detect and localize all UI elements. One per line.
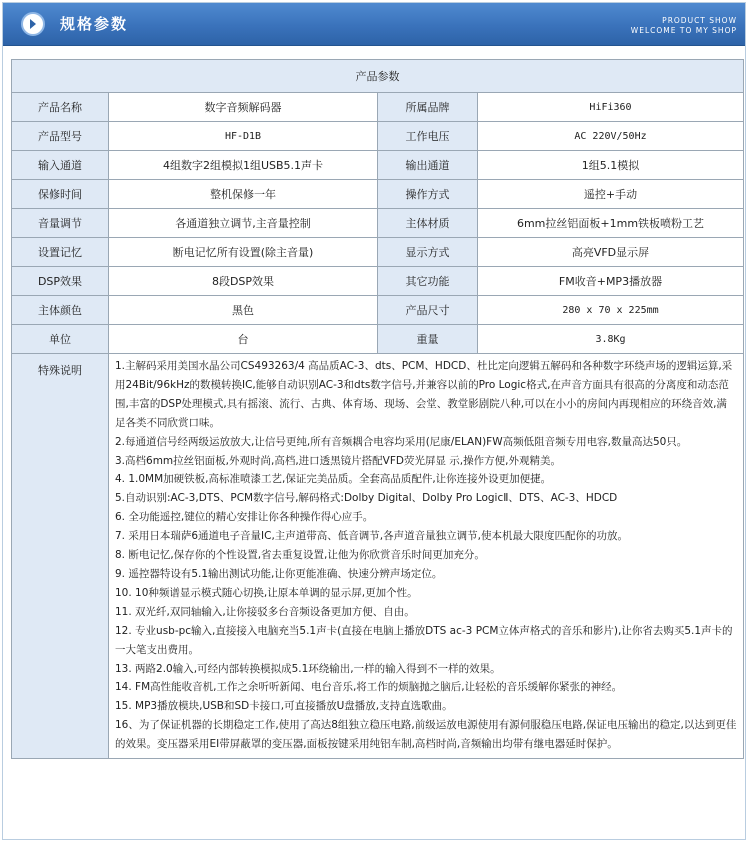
row-value: 8段DSP效果 — [109, 267, 378, 296]
section-header — [3, 3, 745, 46]
row-label: 工作电压 — [378, 122, 478, 151]
row-value: FM收音+MP3播放器 — [478, 267, 744, 296]
table-row — [12, 325, 744, 354]
row-value: 280 x 70 x 225mm — [478, 296, 744, 325]
list-item: 10. 10种频谱显示模式随心切换,让原本单调的显示屏,更加个性。 — [115, 586, 418, 599]
row-label: 产品尺寸 — [378, 296, 478, 325]
row-label: 所属品牌 — [378, 93, 478, 122]
list-item: 13. 两路2.0输入,可经内部转换模拟成5.1环绕输出,一样的输入得到不一样的效果。 — [115, 662, 501, 675]
list-item: 8. 断电记忆,保存你的个性设置,省去重复设置,让他为你欣赏音乐时间更加充分。 — [115, 549, 485, 562]
list-item: 12. 专业usb-pc输入,直接接入电脑充当5.1声卡(直接在电脑上播放DTS ac-3 PCM立体声格式的音乐和影片),让你省去购买5.1声卡的一大笔支出费用。 — [115, 624, 733, 656]
row-label: 显示方式 — [378, 238, 478, 267]
arrow-right-icon — [21, 12, 45, 36]
spec-panel — [2, 2, 746, 840]
table-row — [12, 238, 744, 267]
row-value: 3.8Kg — [478, 325, 744, 354]
row-label: 设置记忆 — [12, 238, 109, 267]
table-row — [12, 122, 744, 151]
row-value: 各通道独立调节,主音量控制 — [109, 209, 378, 238]
table-row — [12, 151, 744, 180]
list-item: 7. 采用日本瑞萨6通道电子音量IC,主声道带高、低音调节,各声道音量独立调节,使本机最大限度匹配你的功放。 — [115, 530, 628, 543]
list-item: 2.每通道信号经两级运放放大,让信号更纯,所有音频耦合电容均采用(尼康/ELAN)FW高频低阻音频专用电容,数量高达50只。 — [115, 435, 688, 448]
row-label: 产品名称 — [12, 93, 109, 122]
row-label: 主体材质 — [378, 209, 478, 238]
row-value: HiFi360 — [478, 93, 744, 122]
row-label: 输入通道 — [12, 151, 109, 180]
row-value: HF-D1B — [109, 122, 378, 151]
row-value: 数字音频解码器 — [109, 93, 378, 122]
spec-table — [11, 59, 744, 759]
list-item: 6. 全功能遥控,键位的精心安排让你各种操作得心应手。 — [115, 511, 374, 524]
list-item: 11. 双光纤,双同轴输入,让你接驳多台音频设备更加方便、自由。 — [115, 605, 415, 618]
row-label: 操作方式 — [378, 180, 478, 209]
row-value: 黑色 — [109, 296, 378, 325]
row-label: 保修时间 — [12, 180, 109, 209]
table-row — [12, 209, 744, 238]
row-value: 4组数字2组模拟1组USB5.1声卡 — [109, 151, 378, 180]
table-heading: 产品参数 — [12, 60, 744, 93]
section-title: 规格参数 — [60, 15, 129, 33]
table-row — [12, 267, 744, 296]
list-item: 14. FM高性能收音机,工作之余听听新闻、电台音乐,将工作的烦脑抛之脑后,让轻松的音乐缓解你紧张的神经。 — [115, 681, 623, 694]
list-item: 3.高档6mm拉丝铝面板,外观时尚,高档,进口透黑镜片搭配VFD荧光屏显 示,操作方便,外观精美。 — [115, 454, 561, 467]
notes-cell — [109, 354, 744, 759]
row-value: 台 — [109, 325, 378, 354]
notes-row — [12, 354, 744, 759]
row-value: 遥控+手动 — [478, 180, 744, 209]
table-row — [12, 180, 744, 209]
row-value: 1组5.1模拟 — [478, 151, 744, 180]
row-label: 其它功能 — [378, 267, 478, 296]
row-label: DSP效果 — [12, 267, 109, 296]
tagline-line-2: WELCOME TO MY SHOP — [630, 26, 737, 35]
shop-tagline — [631, 16, 737, 36]
list-item: 15. MP3播放模块,USB和SD卡接口,可直接播放U盘播放,支持直选歌曲。 — [115, 700, 453, 713]
row-label: 单位 — [12, 325, 109, 354]
row-label: 产品型号 — [12, 122, 109, 151]
row-label: 主体颜色 — [12, 296, 109, 325]
row-value: AC 220V/50Hz — [478, 122, 744, 151]
table-row — [12, 93, 744, 122]
row-value: 高亮VFD显示屏 — [478, 238, 744, 267]
row-value: 6mm拉丝铝面板+1mm铁板喷粉工艺 — [478, 209, 744, 238]
row-label: 音量调节 — [12, 209, 109, 238]
row-label: 重量 — [378, 325, 478, 354]
row-value: 断电记忆所有设置(除主音量) — [109, 238, 378, 267]
list-item: 1.主解码采用美国水晶公司CS493263/4 高品质AC-3、dts、PCM、HDCD、杜比定向逻辑五解码和各种数字环绕声场的逻辑运算,采用24Bit/96kHz的数模转换IC,能够自动识别AC-3和dts数字信号,并兼容以前的Pro Logic格式,在声音方面具有很高的分离度和动态范围,丰富的DSP处理模式,具有摇滚、流行、古典、体育场、现场、会堂、教堂影剧院八种,可以在小小的房间内再现相应的环绕音效,满足各类不同欣赏口味。 — [115, 360, 733, 429]
row-value: 整机保修一年 — [109, 180, 378, 209]
list-item: 16、为了保证机器的长期稳定工作,使用了高达8组独立稳压电路,前级运放电源使用有源伺服稳压电路,保证电压输出的稳定,以达到更佳的效果。变压器采用EI带屏蔽罩的变压器,面板按键采用纯铝车制,高档时尚,音频输出均带有继电器延时保护。 — [115, 719, 737, 751]
list-item: 9. 遥控器特设有5.1输出测试功能,让你更能准确、快速分辨声场定位。 — [115, 567, 443, 580]
list-item: 4. 1.0MM加硬铁板,高标准喷漆工艺,保证完美品质。全套高品质配件,让你连接外设更加便捷。 — [115, 473, 552, 486]
tagline-line-1: PRODUCT SHOW — [662, 16, 737, 25]
row-label: 输出通道 — [378, 151, 478, 180]
notes-label: 特殊说明 — [12, 354, 109, 759]
table-row — [12, 296, 744, 325]
list-item: 5.自动识别:AC-3,DTS、PCM数字信号,解码格式:Dolby Digital、Dolby Pro LogicⅡ、DTS、AC-3、HDCD — [115, 492, 618, 505]
